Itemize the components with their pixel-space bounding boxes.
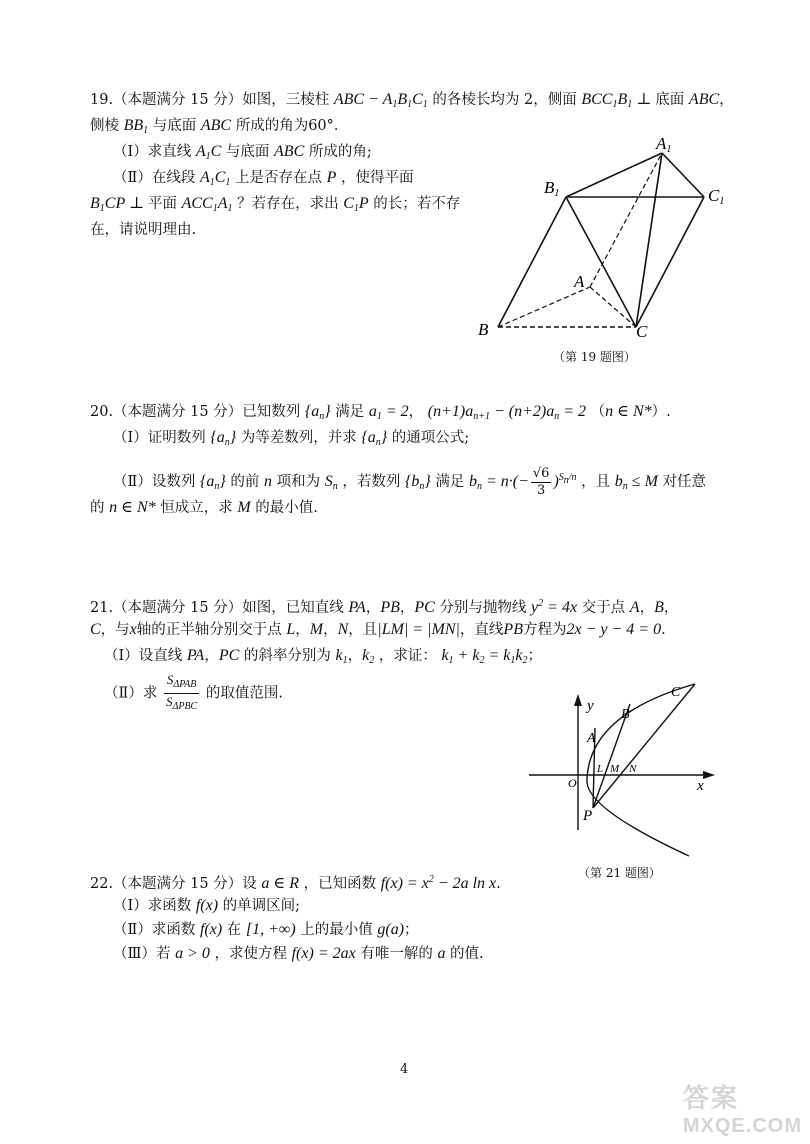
watermark-site: MXQE.COM — [682, 1115, 802, 1137]
q22-part3: （Ⅲ）若 a > 0 ，求使方程 f(x) = 2ax 有唯一解的 a 的值. — [113, 945, 484, 962]
label-y: y — [587, 698, 594, 714]
label-A-21: A — [587, 731, 596, 746]
label-B: B — [478, 320, 489, 339]
q19-part2-cont: $B_1CP$ ⊥ 平面 $ACC_1A_1$ ？若存在，求出 $C_1P$ 的长；若不存 — [90, 195, 461, 214]
q19-part2-end: 在，请说明理由. — [90, 222, 197, 238]
label-N: N — [629, 763, 637, 775]
q19-caption: （第 19 题图） — [553, 350, 636, 364]
q19-figure — [470, 135, 740, 350]
page-number: 4 — [400, 1062, 409, 1077]
q19-mid1: 的各棱长均为 2，侧面 — [432, 92, 577, 108]
q22-part2: （Ⅱ）求函数 f(x) 在 [1, +∞) 上的最小值 g(a)； — [113, 921, 419, 938]
q22-line1: 22.（本题满分 15 分）设 a ∈ R ，已知函数 $f(x) = x^2 - 2a$ ln x. — [90, 874, 501, 892]
label-C1: C1 — [708, 186, 725, 207]
q21-figure — [525, 680, 725, 865]
q21-part1: （Ⅰ）设直线 PA，PC 的斜率分别为 $k_1$，$k_2$ ，求证： $k_1 + k_2 = k_1k_2$； — [104, 647, 542, 666]
q19-line1: 19.（本题满分 15 分）如图，三棱柱 ABC − $A_1B_1C_1$ 的各棱长均为 2，侧面 $BCC_1B_1$ ⊥ 底面 ABC， — [90, 91, 734, 110]
label-L: L — [597, 763, 604, 775]
q20-fraction: $\frac{√6}{3}$ — [532, 465, 550, 498]
q20-part2-end: 的 n ∈ N* 恒成立，求 M 的最小值. — [90, 499, 318, 516]
q21-line2: C，与x轴的正半轴分别交于点 L，M，N，且|LM| = |MN|，直线PB方程为2x − y − 4 = 0. — [90, 621, 666, 638]
q19-head: 19.（本题满分 15 分）如图，三棱柱 — [90, 92, 330, 108]
q20-part2: （Ⅱ）设数列 $\{a_n\}$ 的前 n 项和为 $S_n$ ，若数列 $\{b_n\}$ 满足 $b_n = n\cdot(-$ $\frac{√6}{3}$ )$^{S_n/n}$ ，且 $b_n \le M$ 对任意 — [113, 465, 706, 498]
label-A: A — [574, 272, 585, 291]
q19-part1: （Ⅰ）求直线 $A_1C$ 与底面 ABC 所成的角; — [113, 143, 372, 162]
label-x: x — [697, 778, 704, 794]
q19-mid2: 底面 — [655, 92, 685, 108]
q19-face: $BCC_1B_1$ ⊥ — [581, 91, 656, 110]
label-C: C — [636, 322, 648, 341]
label-C-21: C — [671, 685, 681, 700]
label-P: P — [583, 808, 593, 824]
label-M: M — [610, 763, 620, 775]
q21-line1: 21.（本题满分 15 分）如图，已知直线 PA，PB，PC 分别与抛物线 $y^2 = 4x$ 交于点 A，B， — [90, 598, 679, 616]
watermark — [683, 1078, 802, 1138]
q19-line2: 侧棱 $BB_1$ 与底面 ABC 所成的角为60°． — [90, 117, 349, 136]
q19-prism: ABC − $A_1B_1C_1$ — [333, 91, 428, 110]
q22-part1: （Ⅰ）求函数 f(x) 的单调区间; — [113, 897, 301, 914]
q21-area-ratio: $\frac{S_{\Delta PAB}}{S_{\Delta PBC}}$ — [165, 672, 198, 712]
q21-part2: （Ⅱ）求 $\frac{S_{\Delta PAB}}{S_{\Delta PBC}}$ 的取值范围. — [104, 672, 283, 715]
label-B1: B1 — [544, 178, 560, 199]
label-B-21: B — [621, 707, 630, 722]
q21-caption: （第 21 题图） — [578, 866, 661, 880]
q19-part2: （Ⅱ）在线段 $A_1C_1$ 上是否存在点 P ，使得平面 — [113, 169, 414, 188]
label-O: O — [568, 776, 577, 790]
watermark-logo: 答案 — [682, 1083, 739, 1113]
q20-part1: （Ⅰ）证明数列 $\{a_n\}$ 为等差数列，并求 $\{a_n\}$ 的通项公式; — [113, 429, 470, 448]
label-A1: A1 — [656, 135, 672, 155]
q20-line1: 20.（本题满分 15 分）已知数列 $\{a_n\}$ 满足 $a_1 = 2$， $(n+1)a_{n+1} - (n+2)a_n = 2$ （n ∈ N*）. — [90, 403, 671, 422]
